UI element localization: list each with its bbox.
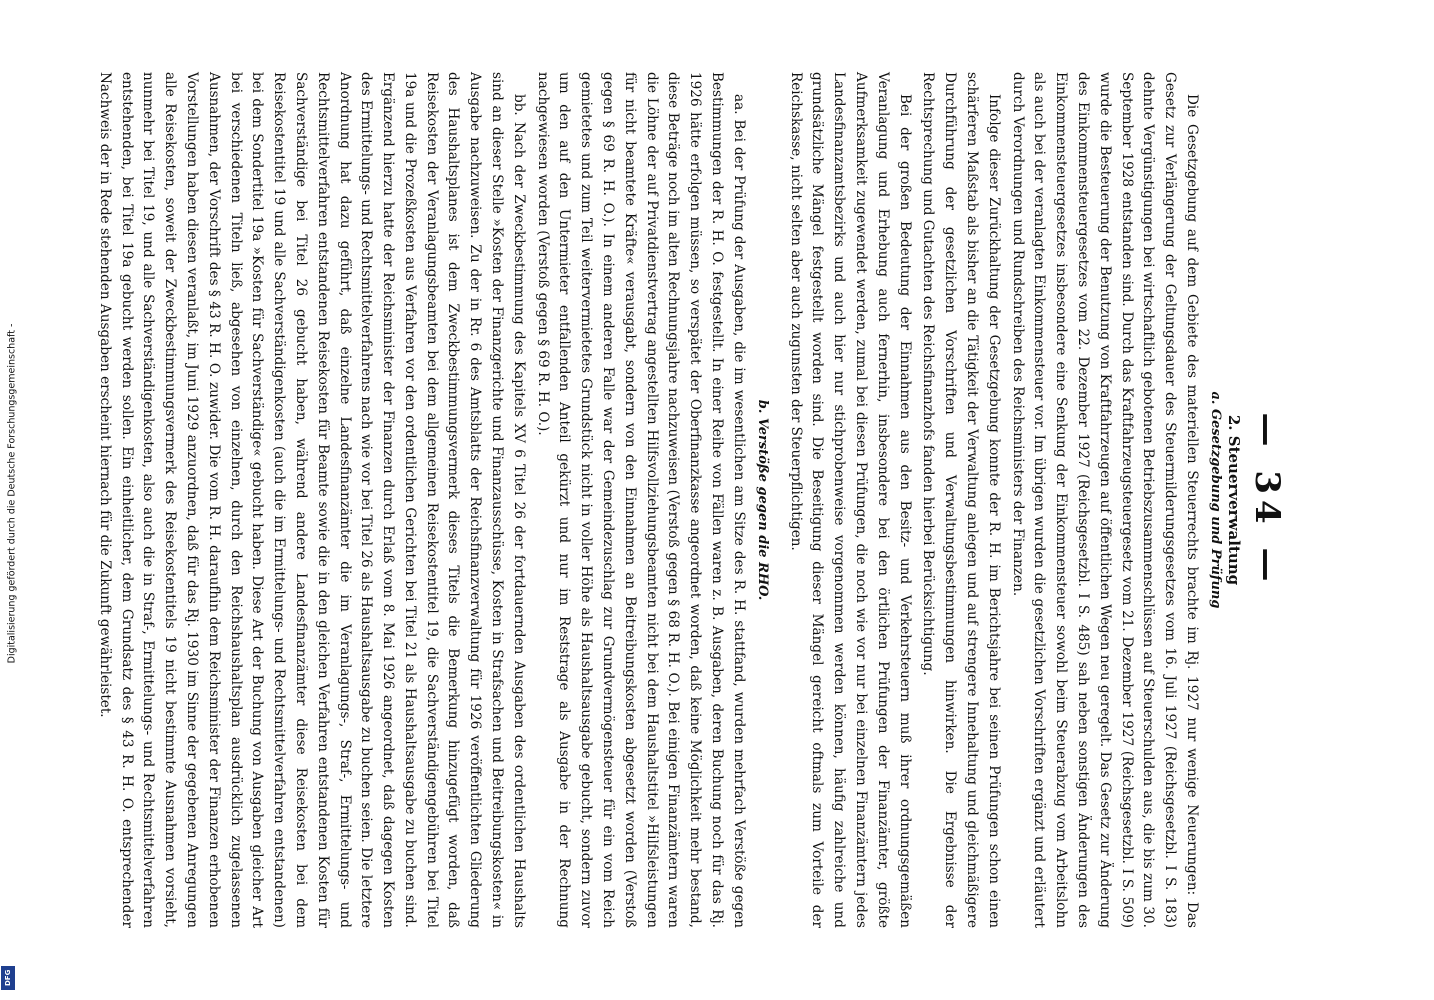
paragraph: bb. Nach der Zweckbestimmung des Kapitels XV 6 Titel 26 der fortdauernden Ausgaben des ordentlichen Haushalts sind an dieser Stelle »Kosten der Finanzgerichte und Finanzausschüsse, Kosten in Strafsachen und Beitreibungskosten« in Ausgabe nachzuweisen. Zu der in Rr. 6 des Amtsblatts der Reichsfinanzverwaltung für 1926 veröffentlichten Gliederung des Haushaltsplanes ist dem Zweckbestimmungsvermerk dieses Titels die Bemerkung hinzugefügt worden, daß Reisekosten der Veranlagungsbeamten bei dem allgemeinen Reisekostentitel 19, die Sachverständigengebühren bei Titel 19a und die Prozeßkosten aus Verfahren vor den ordentlichen Gerichten bei Titel 21 als Haushaltsausgabe zu buchen sind. Ergänzend hierzu hatte der Reichsminister der Finanzen durch Erlaß vom 8. Mai 1926 angeordnet, daß dagegen Kosten des Ermittelungs- und Rechtsmittelverfahrens nach wie vor bei Titel 26 als Haushaltsausgabe zu buchen seien. Die letztere Anordnung hat dazu geführt, daß einzelne Landesfinanzämter die im Veranlagungs-, Straf-, Ermittelungs- und Rechtsmittelverfahren entstandenen Reisekosten für Beamte sowie die in den gleichen Verfahren entstandenen Kosten für Sachverständige bei Titel 26 gebucht haben, während andere Landesfinanzämter diese Reisekosten bei dem Reisekostentitel 19 und alle Sachverständigenkosten (auch die im Ermittelungs- und Rechtsmittelverfahren entstandenen) bei dem Sondertitel 19a »Kosten für Sachverständige« gebucht haben. Diese Art der Buchung von Ausgaben gleicher Art bei verschiedenen Titeln ließ, abgesehen von einzelnen, durch den Reichshaushaltsplan ausdrücklich zugelassenen Ausnahmen, der Vorschrift des § 43 R. H. O. zuwider. Die vom R. H. daraufhin dem Reichsminister der Finanzen erhobenen Vorstellungen haben diesen veranlaßt, im Juni 1929 anzuordnen, daß für das Rj. 1930 im Sinne der gegebenen Anregungen alle Reisekosten, soweit der Zweckbestimmungsvermerk des Reisekostentitels 19 nicht bestimmte Ausnahmen vorsieht, nunmehr bei Titel 19, und alle Sachverständigenkosten, also auch die in Straf-, Ermittelungs- und Rechtsmittelverfahren entstehenden, bei Titel 19a gebucht werden sollen. Ein einheitlicher, dem Grundsatz des § 43 R. H. O. entsprechender Nachweis der in Rede stehenden Ausgaben erscheint hiernach für die Zukunft gewährleistet. [96, 72, 527, 928]
subsection-heading-a: a. Gesetzgebung und Prüfung [1208, 391, 1223, 609]
scanned-page [96, 50, 1297, 950]
page-number: — 34 — [1247, 412, 1287, 588]
section-heading: 2. Steuerverwaltung [1225, 414, 1243, 586]
subsection-heading-b: b. Verstöße gegen die RHO. [754, 399, 770, 601]
paragraph: Infolge dieser Zurückhaltung der Gesetzgebung konnte der R. H. im Berichtsjahre bei seinen Prüfungen schon einen schärferen Maßstab als bisher an die Tätigkeit der Verwaltung anlegen und auf strengere Innehaltung und gleichmäßigere Durchführung der gesetzlichen Vorschriften und Verwaltungsbestimmungen hinwirken. Die Ergebnisse der Rechtsprechung und Gutachten des Reichsfinanzhofs fanden hierbei Berücksichtigung. [920, 72, 1002, 928]
dfg-logo: DFG [1, 966, 15, 990]
digitization-notice: Digitalisierung gefördert durch die Deutsche Forschungsgemeinschaft - [6, 323, 18, 664]
paragraph: Bei der großen Bedeutung der Einnahmen aus den Besitz- und Verkehrsteuern muß ihrer ordnungsgemäßen Veranlagung und Erhebung auch fernerhin, insbesondere bei den örtlichen Prüfungen der Finanzämter, größte Aufmerksamkeit zugewendet werden, zumal bei diesen Prüfungen, die noch wie vor nur bei einzelnen Finanzämtern jedes Landesfinanzamtsbezirks und auch hier nur stichprobenweise vorgenommen werden können, häufig zahlreiche und grundsätzliche Mängel festgestellt worden sind. Die Beseitigung dieser Mängel gereicht oftmals zum Vorteile der Reichskasse, nicht selten aber auch zugunsten der Steuerpflichtigen. [787, 72, 913, 928]
paragraph: aa. Bei der Prüfung der Ausgaben, die im wesentlichen am Sitze des R. H. stattfand, wurden mehrfach Verstöße gegen Bestimmungen der R. H. O. festgestellt. In einer Reihe von Fällen waren z. B. Ausgaben, deren Buchung noch für das Rj. 1926 hätte erfolgen müssen, so verspätet der Oberfinanzkasse angeordnet worden, daß keine Möglichkeit mehr bestand, diese Beträge noch im alten Rechnungsjahre nachzuweisen (Verstoß gegen § 68 R. H. O.). Bei einigen Finanzämtern waren die Löhne der auf Privatdienstvertrag angestellten Hilfsvollziehungsbeamten nicht bei dem Haushaltstitel »Hilfsleistungen für nicht beamtete Kräfte« verausgabt, sondern von den Einnahmen an Beitreibungskosten abgesetzt worden (Verstoß gegen § 69 R. H. O.). In einem anderen Falle war der Gemeindezuschlag zur Grundvermögensteuer für ein vom Reich gemietetes und zum Teil weitervermietetes Grundstück nicht in voller Höhe als Haushaltsausgabe gebucht, sondern zuvor um den auf den Untermieter entfallenden Anteil gekürzt und nur im Reststrage als Ausgabe in der Rechnung nachgewiesen worden (Verstoß gegen § 69 R. H. O.). [534, 72, 747, 928]
paragraph: Die Gesetzgebung auf dem Gebiete des materiellen Steuerrechts brachte im Rj. 1927 nur wenige Neuerungen: Das Gesetz zur Verlängerung der Geltungsdauer des Steuermilderungsgesetzes vom 16. Juli 1927 (Reichsgesetzbl. I S. 183) dehnte Vergünstigungen bei wirtschaftlich gebotenen Betriebszusammenschlüssen auf Steuerschulden aus, die bis zum 30. September 1928 entstanden sind. Durch das Kraftfahrzeugsteuergesetz vom 21. Dezember 1927 (Reichsgesetzbl. I S. 509) wurde die Besteuerung der Benutzung von Kraftfahrzeugen auf öffentlichen Wegen neu geregelt. Das Gesetz zur Änderung des Einkommensteuergesetzes vom 22. Dezember 1927 (Reichsgesetzbl. I S. 485) sah neben sonstigen Änderungen des Einkommensteuergesetzes insbesondere eine Senkung der Einkommensteuer sowohl beim Steuerabzug vom Arbeitslohn als auch bei der veranlagten Einkommensteuer vor. Im übrigen wurden die gesetzlichen Vorschriften ergänzt und erläutert durch Verordnungen und Rundschreiben des Reichsministers der Finanzen. [1009, 72, 1200, 928]
